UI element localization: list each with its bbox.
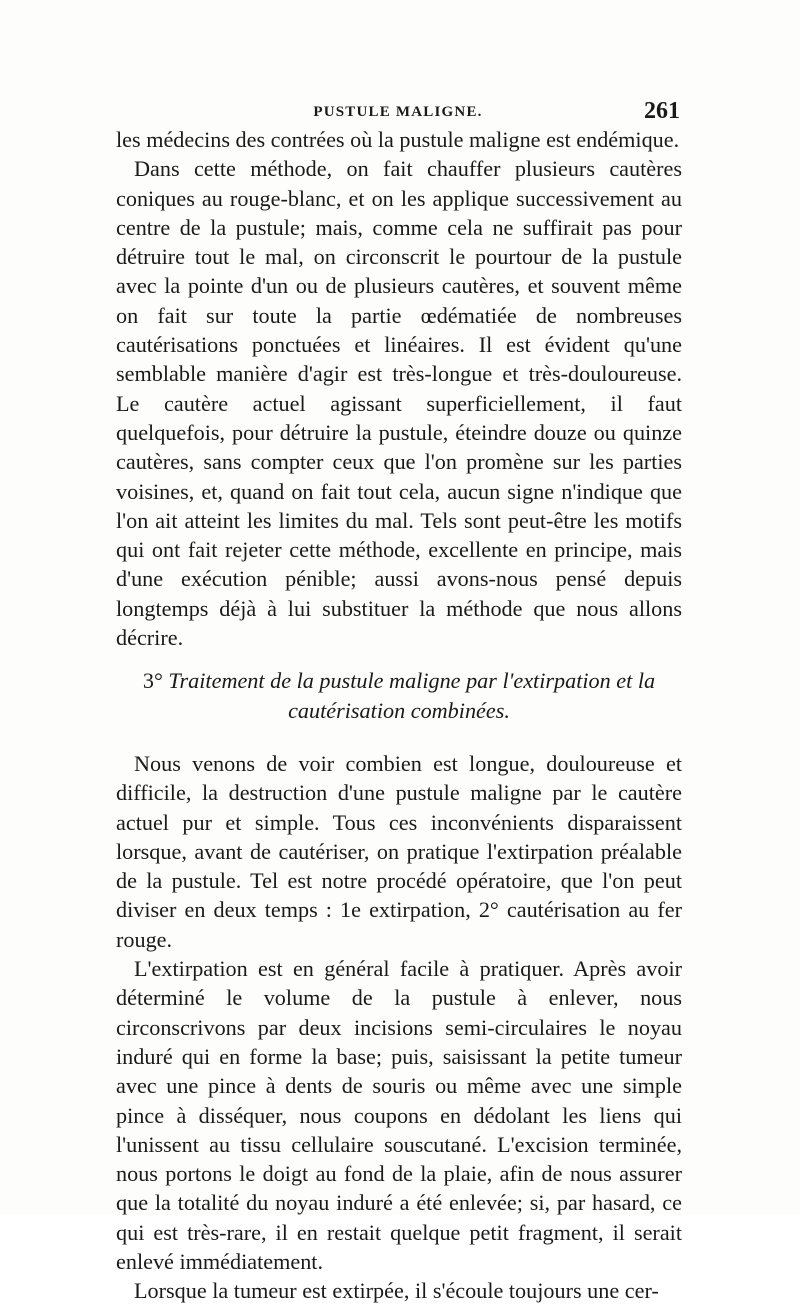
running-title: PUSTULE MALIGNE. <box>313 104 483 120</box>
section-heading <box>116 666 682 725</box>
section-heading-number: 3° <box>142 668 163 694</box>
main-text <box>116 125 682 1306</box>
running-head <box>116 98 680 126</box>
paragraph-continuation: les médecins des contrées où la pustule maligne est endémique. <box>116 127 680 152</box>
paragraph-method-description: Dans cette méthode, on fait chauffer plusieurs cautères coniques au rouge-blanc, et on les applique successivement au centre de la pustule; mais, comme cela ne suffirait pas pour détruire tout le mal, on circonscrit le pourtour de la pustule avec la pointe d'un ou de plusieurs cautères, et souvent même on fait sur toute la partie œdématiée de nombreuses cautérisations ponctuées et linéaires. Il est évident qu'une semblable manière d'agir est très-longue et très-douloureuse. Le cautère actuel agissant superficiellement, il faut quelquefois, pour détruire la pustule, éteindre douze ou quinze cautères, sans compter ceux que l'on promène sur les parties voisines, et, quand on fait tout cela, aucun signe n'indique que l'on ait atteint les limites du mal. Tels sont peut-être les motifs qui ont fait rejeter cette méthode, excellente en principe, mais d'une exécution pénible; aussi avons-nous pensé depuis longtemps déjà à lui substituer la méthode que nous allons décrire. <box>116 156 682 651</box>
paragraph-extirpation: L'extirpation est en général facile à pratiquer. Après avoir déterminé le volume de la pustule à enlever, nous circonscrivons par deux incisions semi-circulaires le noyau induré qui en forme la base; puis, saisissant la petite tumeur avec une pince à dents de souris ou même avec une simple pince à disséquer, nous coupons en dédolant les liens qui l'unissent au tissu cellulaire souscutané. L'excision terminée, nous portons le doigt au fond de la plaie, afin de nous assurer que la totalité du noyau induré a été enlevée; si, par hasard, ce qui est très-rare, il en restait quelque petit fragment, il serait enlevé immédiatement. <box>116 956 682 1274</box>
paragraph-procedure-intro: Nous venons de voir combien est longue, douloureuse et difficile, la destruction d'une pustule maligne par le cautère actuel pur et simple. Tous ces inconvénients disparaissent lorsque, avant de cautériser, on pratique l'extirpation préalable de la pustule. Tel est notre procédé opératoire, que l'on peut diviser en deux temps : 1e extirpation, 2° cautérisation au fer rouge. <box>116 750 682 952</box>
paragraph-after-extirpation: Lorsque la tumeur est extirpée, il s'écoule toujours une cer- <box>134 1278 659 1304</box>
page-number: 261 <box>644 98 680 124</box>
section-heading-text: Traitement de la pustule maligne par l'extirpation et la cautérisation combinées. <box>168 668 656 723</box>
